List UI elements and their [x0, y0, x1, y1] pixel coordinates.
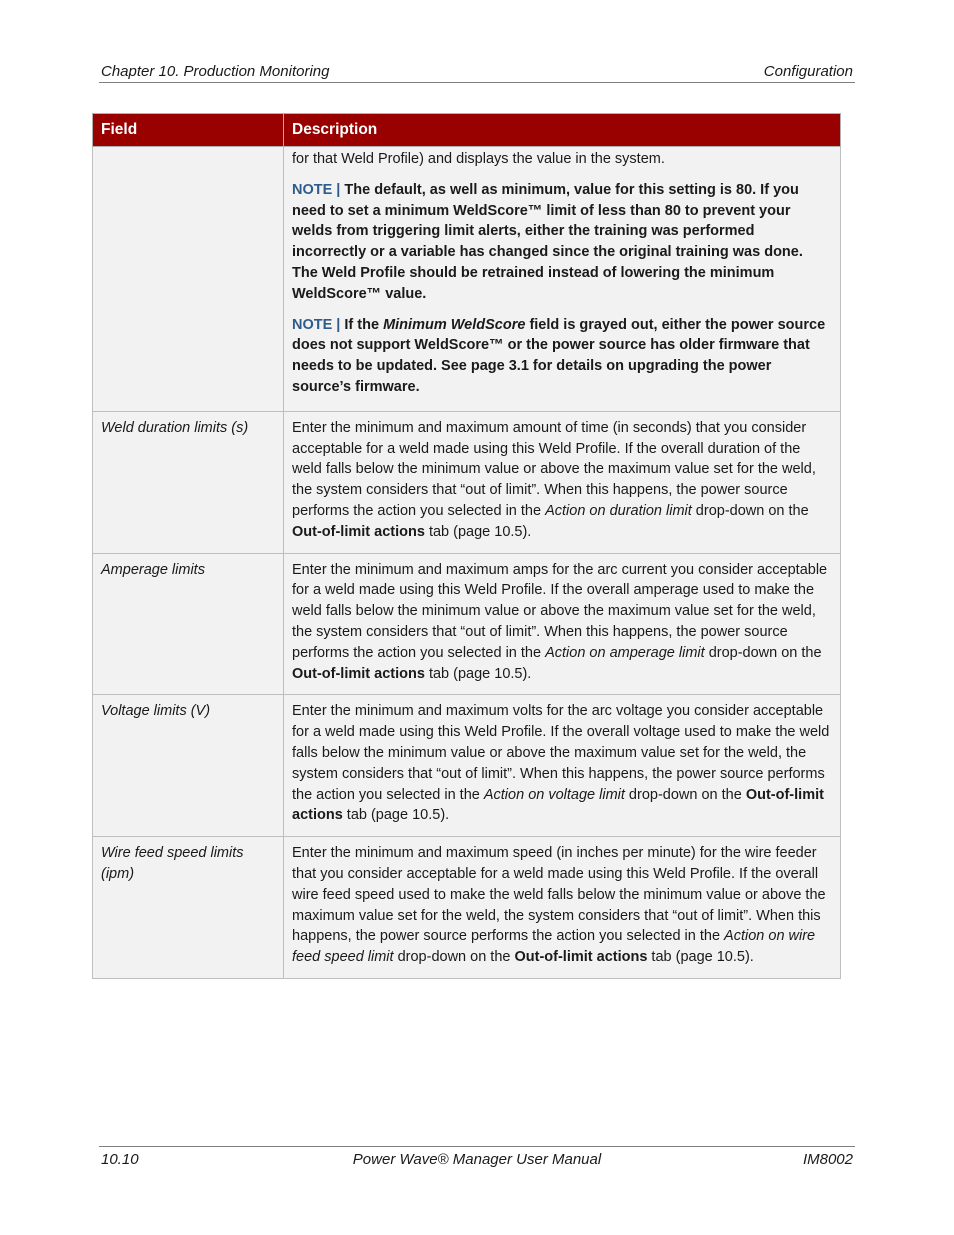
description-cell: [284, 553, 841, 695]
footer-divider: [99, 1146, 855, 1147]
description-cell: [284, 695, 841, 837]
column-header-description: Description: [284, 114, 841, 147]
tab-name: Out-of-limit actions: [292, 665, 425, 682]
manual-title: Power Wave® Manager User Manual: [352, 1150, 602, 1168]
page-header: [101, 60, 853, 82]
description-cell: [284, 411, 841, 553]
description-text: drop-down on the: [393, 949, 515, 966]
field-cell: Wire feed speed limits (ipm): [93, 837, 284, 979]
description-text: tab (page 10.5).: [342, 807, 450, 824]
description-text: drop-down on the: [704, 644, 822, 661]
note-text-post: field is grayed out, either the power source does not support WeldScore™ or the power source has older firmware that needs to be updated. See page 3.1 for details on upgrading the power source’s firmware.: [292, 316, 826, 395]
description-text: drop-down on the: [691, 502, 809, 519]
document-id: IM8002: [802, 1150, 853, 1168]
table-row-voltage: [93, 695, 841, 837]
field-cell: Voltage limits (V): [93, 695, 284, 837]
description-text: Enter the minimum and maximum amount of time (in seconds) that you consider acceptable for a weld made using this Weld Profile. If the overall duration of the weld falls below the minimum value or above the maximum value set for the weld, the system considers that “out of limit”. When this happens, the power source performs the action you selected in the: [292, 419, 816, 519]
description-text: Enter the minimum and maximum volts for the arc voltage you consider acceptable for a weld made using this Weld Profile. If the overall voltage used to make the weld falls below the minimum value or above the maximum value set for the weld, the system considers that “out of limit”. When this happens, the power source performs the action you selected in the: [292, 703, 830, 803]
note-text: The default, as well as minimum, value for this setting is 80. If you need to set a minimum WeldScore™ limit of less than 80 to prevent your welds from triggering limit alerts, either the training was performed incorrectly or a variable has changed since the original training was done. The Weld Profile should be retrained instead of lowering the minimum WeldScore™ value.: [292, 181, 803, 302]
description-text: tab (page 10.5).: [424, 523, 532, 540]
field-description-table: [92, 113, 841, 979]
dropdown-name: Action on wire feed speed limit: [292, 928, 816, 966]
table-header-row: [93, 114, 841, 147]
note-weldscore-grayed: [292, 315, 832, 398]
table-row-continued: [93, 147, 841, 412]
column-header-field: Field: [93, 114, 284, 147]
note-weldscore-default: [292, 180, 832, 305]
description-text: for that Weld Profile) and displays the value in the system.: [292, 151, 665, 167]
description-cell: [284, 837, 841, 979]
note-text-field-name: Minimum WeldScore: [383, 316, 526, 333]
header-divider: [99, 82, 855, 83]
table-row-weld-duration: [93, 411, 841, 553]
dropdown-name: Action on duration limit: [545, 502, 692, 519]
tab-name: Out-of-limit actions: [292, 786, 824, 824]
description-text: tab (page 10.5).: [647, 949, 754, 966]
table-row-amperage: [93, 553, 841, 695]
page-number: 10.10: [101, 1150, 139, 1168]
dropdown-name: Action on amperage limit: [545, 644, 705, 661]
tab-name: Out-of-limit actions: [514, 949, 648, 966]
description-text: tab (page 10.5).: [424, 665, 532, 682]
description-text: Enter the minimum and maximum speed (in inches per minute) for the wire feeder that you consider acceptable for a weld made using this Weld Profile. If the overall wire feed speed used to make the weld falls below the minimum value or above the maximum value set for the weld, the system considers that “out of limit”. When this happens, the power source performs the action you selected in the: [292, 845, 826, 945]
table-row-wire-feed-speed: [93, 837, 841, 979]
field-cell: Amperage limits: [93, 553, 284, 695]
page-footer: [101, 1148, 853, 1170]
tab-name: Out-of-limit actions: [292, 523, 425, 540]
note-text-pre: If the: [344, 316, 384, 333]
description-text: drop-down on the: [624, 786, 746, 803]
field-cell: [93, 147, 284, 412]
section-title: Configuration: [763, 62, 853, 80]
dropdown-name: Action on voltage limit: [483, 786, 625, 803]
chapter-title: Chapter 10. Production Monitoring: [101, 62, 330, 80]
description-text: Enter the minimum and maximum amps for the arc current you consider acceptable for a weld made using this Weld Profile. If the overall amperage used to make the weld falls below the minimum value or above the maximum value set for the weld, the system considers that “out of limit”. When this happens, the power source performs the action you selected in the: [292, 561, 828, 661]
description-cell: [284, 147, 841, 412]
field-cell: Weld duration limits (s): [93, 411, 284, 553]
note-label: NOTE |: [292, 316, 341, 333]
note-label: NOTE |: [292, 181, 341, 198]
